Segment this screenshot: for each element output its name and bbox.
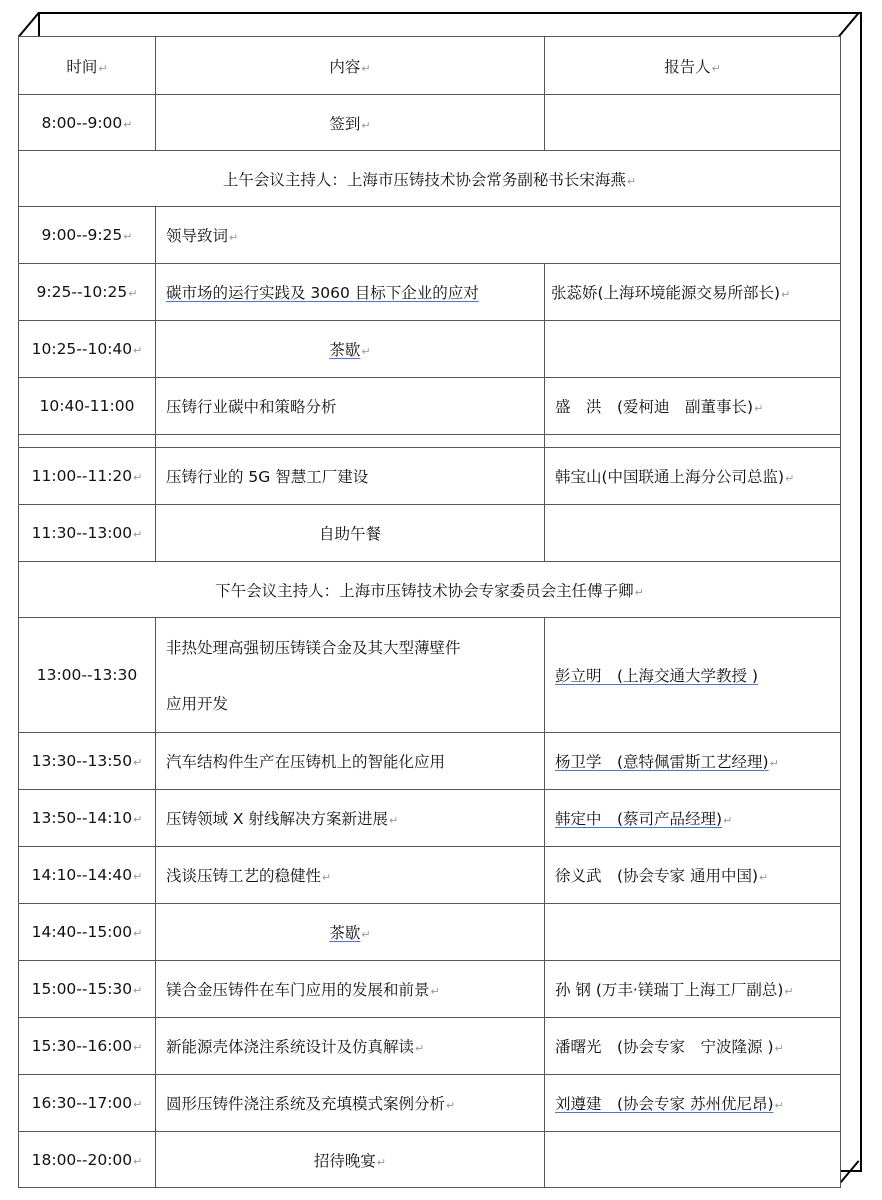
section-row-afternoon	[19, 562, 841, 618]
row-time: 13:50--14:10↵	[19, 790, 156, 847]
table-row	[19, 1075, 841, 1132]
row-time: 11:00--11:20↵	[19, 448, 156, 505]
row-speaker: 潘曙光 (协会专家 宁波隆源 )↵	[545, 1018, 841, 1075]
row-time: 10:25--10:40↵	[19, 321, 156, 378]
row-content	[156, 618, 545, 733]
row-content: 浅谈压铸工艺的稳健性↵	[156, 847, 545, 904]
row-content: 自助午餐	[156, 505, 545, 562]
table-row	[19, 321, 841, 378]
row-time: 14:10--14:40↵	[19, 847, 156, 904]
row-content: 圆形压铸件浇注系统及充填模式案例分析↵	[156, 1075, 545, 1132]
row-speaker: 刘遵建 (协会专家 苏州优尼昂)↵	[545, 1075, 841, 1132]
row-content: 压铸领域 X 射线解决方案新进展↵	[156, 790, 545, 847]
row-speaker: 杨卫学 (意特佩雷斯工艺经理)↵	[545, 733, 841, 790]
row-content: 汽车结构件生产在压铸机上的智能化应用	[156, 733, 545, 790]
row-speaker	[545, 505, 841, 562]
row-content: 领导致词↵	[156, 207, 841, 264]
row-time: 15:00--15:30↵	[19, 961, 156, 1018]
row-speaker	[545, 1132, 841, 1188]
table-row	[19, 378, 841, 435]
row-content: 镁合金压铸件在车门应用的发展和前景↵	[156, 961, 545, 1018]
header-row	[19, 37, 841, 95]
section-host-morning: 上午会议主持人：上海市压铸技术协会常务副秘书长宋海燕↵	[19, 151, 841, 207]
row-speaker	[545, 904, 841, 961]
frame-right-edge	[860, 12, 862, 1172]
header-time: 时间↵	[19, 37, 156, 95]
table-row	[19, 95, 841, 151]
row-content: 茶歇↵	[156, 321, 545, 378]
table-row	[19, 207, 841, 264]
spacer-row	[19, 435, 841, 448]
row-content: 招待晚宴↵	[156, 1132, 545, 1188]
section-host-afternoon: 下午会议主持人：上海市压铸技术协会专家委员会主任傅子卿↵	[19, 562, 841, 618]
row-time: 13:30--13:50↵	[19, 733, 156, 790]
row-content-line-2: 应用开发	[166, 695, 229, 713]
row-time: 15:30--16:00↵	[19, 1018, 156, 1075]
row-time: 18:00--20:00↵	[19, 1132, 156, 1188]
row-content: 碳市场的运行实践及 3060 目标下企业的应对	[156, 264, 545, 321]
table-row	[19, 505, 841, 562]
table-row	[19, 264, 841, 321]
section-row-morning	[19, 151, 841, 207]
row-time: 14:40--15:00↵	[19, 904, 156, 961]
table-row	[19, 961, 841, 1018]
row-time: 16:30--17:00↵	[19, 1075, 156, 1132]
row-speaker: 张蕊娇(上海环境能源交易所部长)↵	[545, 264, 841, 321]
row-speaker: 韩定中 (蔡司产品经理)↵	[545, 790, 841, 847]
row-time: 8:00--9:00↵	[19, 95, 156, 151]
table-row	[19, 847, 841, 904]
row-time: 9:00--9:25↵	[19, 207, 156, 264]
row-speaker: 彭立明 (上海交通大学教授 )	[545, 618, 841, 733]
row-time: 11:30--13:00↵	[19, 505, 156, 562]
table-row	[19, 618, 841, 733]
frame-corner-top-left	[18, 12, 39, 37]
table-row	[19, 733, 841, 790]
table-row	[19, 790, 841, 847]
header-speaker: 报告人↵	[545, 37, 841, 95]
row-speaker: 盛 洪 (爱柯迪 副董事长)↵	[545, 378, 841, 435]
row-speaker	[545, 95, 841, 151]
row-speaker	[545, 321, 841, 378]
table-row	[19, 1132, 841, 1188]
row-content: 茶歇↵	[156, 904, 545, 961]
table-row	[19, 1018, 841, 1075]
row-content: 压铸行业碳中和策略分析	[156, 378, 545, 435]
row-time: 10:40-11:00	[19, 378, 156, 435]
row-content: 压铸行业的 5G 智慧工厂建设	[156, 448, 545, 505]
row-content-line-1: 非热处理高强韧压铸镁合金及其大型薄壁件	[166, 639, 461, 657]
agenda-table	[18, 36, 841, 1188]
row-time: 9:25--10:25↵	[19, 264, 156, 321]
header-content: 内容↵	[156, 37, 545, 95]
row-time: 13:00--13:30	[19, 618, 156, 733]
row-speaker: 徐义武 (协会专家 通用中国)↵	[545, 847, 841, 904]
table-row	[19, 448, 841, 505]
row-content: 签到↵	[156, 95, 545, 151]
row-speaker: 韩宝山(中国联通上海分公司总监)↵	[545, 448, 841, 505]
table-row	[19, 904, 841, 961]
row-content: 新能源壳体浇注系统设计及仿真解读↵	[156, 1018, 545, 1075]
row-speaker: 孙 钢 (万丰·镁瑞丁上海工厂副总)↵	[545, 961, 841, 1018]
